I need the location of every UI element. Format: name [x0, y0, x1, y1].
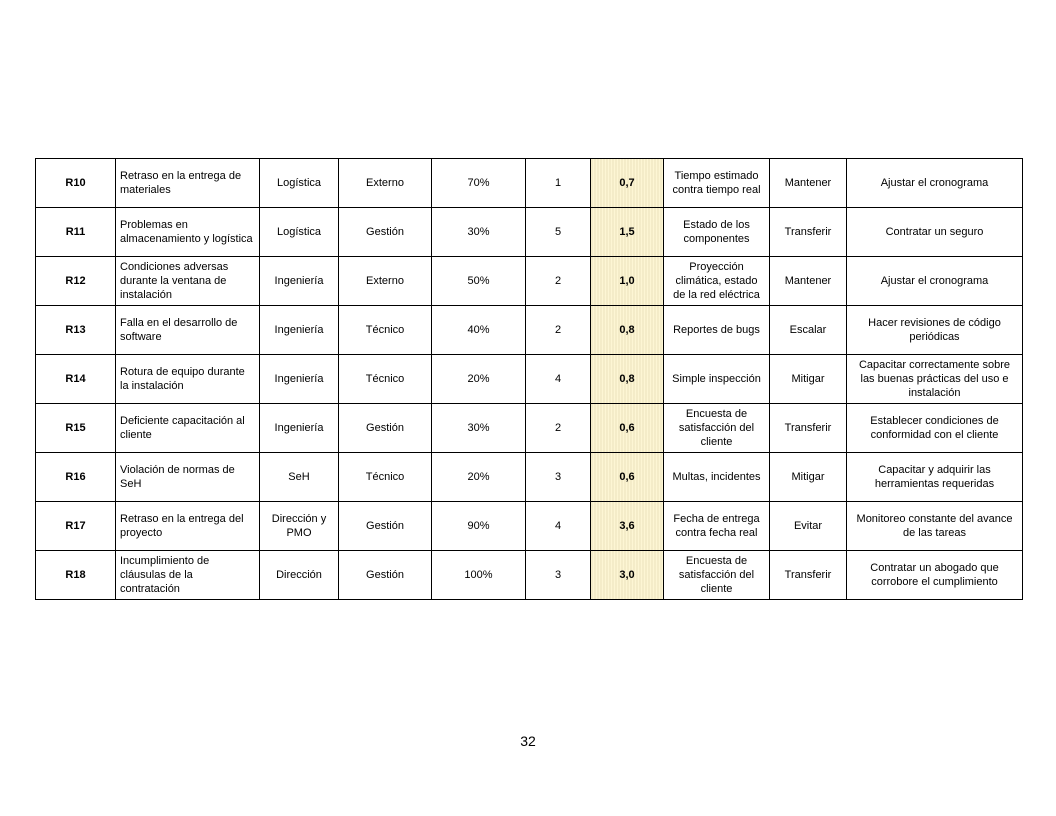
indicator-cell: Multas, incidentes: [664, 453, 770, 502]
table-row: [36, 306, 1023, 355]
risk-description-cell: Problemas en almacenamiento y logística: [116, 208, 260, 257]
risk-score-cell: 3,6: [591, 502, 664, 551]
risk-description-cell: Retraso en la entrega del proyecto: [116, 502, 260, 551]
risk-description-cell: Violación de normas de SeH: [116, 453, 260, 502]
category-cell: Gestión: [339, 551, 432, 600]
indicator-cell: Encuesta de satisfacción del cliente: [664, 404, 770, 453]
risk-score-cell: 3,0: [591, 551, 664, 600]
probability-cell: 40%: [432, 306, 526, 355]
risk-description-cell: Falla en el desarrollo de software: [116, 306, 260, 355]
risk-id-cell: R14: [36, 355, 116, 404]
table-row: [36, 404, 1023, 453]
action-cell: Capacitar correctamente sobre las buenas prácticas del uso e instalación: [847, 355, 1023, 404]
strategy-cell: Transferir: [770, 551, 847, 600]
impact-cell: 4: [526, 502, 591, 551]
impact-cell: 1: [526, 159, 591, 208]
impact-cell: 2: [526, 257, 591, 306]
probability-cell: 90%: [432, 502, 526, 551]
strategy-cell: Escalar: [770, 306, 847, 355]
strategy-cell: Evitar: [770, 502, 847, 551]
action-cell: Contratar un seguro: [847, 208, 1023, 257]
indicator-cell: Encuesta de satisfacción del cliente: [664, 551, 770, 600]
area-cell: Ingeniería: [260, 355, 339, 404]
category-cell: Técnico: [339, 453, 432, 502]
risk-score-cell: 0,6: [591, 404, 664, 453]
impact-cell: 3: [526, 551, 591, 600]
risk-description-cell: Incumplimiento de cláusulas de la contratación: [116, 551, 260, 600]
area-cell: Dirección: [260, 551, 339, 600]
action-cell: Ajustar el cronograma: [847, 257, 1023, 306]
probability-cell: 20%: [432, 355, 526, 404]
area-cell: Ingeniería: [260, 257, 339, 306]
risk-id-cell: R13: [36, 306, 116, 355]
probability-cell: 30%: [432, 208, 526, 257]
action-cell: Ajustar el cronograma: [847, 159, 1023, 208]
indicator-cell: Fecha de entrega contra fecha real: [664, 502, 770, 551]
category-cell: Externo: [339, 159, 432, 208]
action-cell: Establecer condiciones de conformidad con el cliente: [847, 404, 1023, 453]
page-number: 32: [520, 733, 536, 749]
indicator-cell: Estado de los componentes: [664, 208, 770, 257]
category-cell: Técnico: [339, 355, 432, 404]
risk-score-cell: 0,8: [591, 355, 664, 404]
area-cell: Ingeniería: [260, 404, 339, 453]
area-cell: Logística: [260, 159, 339, 208]
category-cell: Gestión: [339, 208, 432, 257]
risk-score-cell: 0,7: [591, 159, 664, 208]
indicator-cell: Simple inspección: [664, 355, 770, 404]
action-cell: Capacitar y adquirir las herramientas requeridas: [847, 453, 1023, 502]
impact-cell: 5: [526, 208, 591, 257]
category-cell: Gestión: [339, 404, 432, 453]
strategy-cell: Mitigar: [770, 355, 847, 404]
table-row: [36, 257, 1023, 306]
table-row: [36, 208, 1023, 257]
risk-id-cell: R16: [36, 453, 116, 502]
risk-score-cell: 1,0: [591, 257, 664, 306]
strategy-cell: Transferir: [770, 404, 847, 453]
indicator-cell: Proyección climática, estado de la red eléctrica: [664, 257, 770, 306]
probability-cell: 50%: [432, 257, 526, 306]
risk-score-cell: 1,5: [591, 208, 664, 257]
area-cell: SeH: [260, 453, 339, 502]
indicator-cell: Reportes de bugs: [664, 306, 770, 355]
impact-cell: 2: [526, 404, 591, 453]
table-row: [36, 502, 1023, 551]
table-row: [36, 159, 1023, 208]
category-cell: Gestión: [339, 502, 432, 551]
action-cell: Contratar un abogado que corrobore el cumplimiento: [847, 551, 1023, 600]
risk-id-cell: R15: [36, 404, 116, 453]
risk-description-cell: Condiciones adversas durante la ventana de instalación: [116, 257, 260, 306]
risk-score-cell: 0,8: [591, 306, 664, 355]
probability-cell: 20%: [432, 453, 526, 502]
area-cell: Ingeniería: [260, 306, 339, 355]
action-cell: Hacer revisiones de código periódicas: [847, 306, 1023, 355]
impact-cell: 2: [526, 306, 591, 355]
category-cell: Externo: [339, 257, 432, 306]
action-cell: Monitoreo constante del avance de las tareas: [847, 502, 1023, 551]
table-row: [36, 453, 1023, 502]
strategy-cell: Mantener: [770, 257, 847, 306]
impact-cell: 3: [526, 453, 591, 502]
risk-score-cell: 0,6: [591, 453, 664, 502]
impact-cell: 4: [526, 355, 591, 404]
risk-id-cell: R17: [36, 502, 116, 551]
category-cell: Técnico: [339, 306, 432, 355]
probability-cell: 70%: [432, 159, 526, 208]
area-cell: Logística: [260, 208, 339, 257]
area-cell: Dirección y PMO: [260, 502, 339, 551]
risk-description-cell: Rotura de equipo durante la instalación: [116, 355, 260, 404]
risk-description-cell: Deficiente capacitación al cliente: [116, 404, 260, 453]
table-row: [36, 355, 1023, 404]
probability-cell: 100%: [432, 551, 526, 600]
strategy-cell: Transferir: [770, 208, 847, 257]
risk-id-cell: R18: [36, 551, 116, 600]
risk-description-cell: Retraso en la entrega de materiales: [116, 159, 260, 208]
risk-id-cell: R11: [36, 208, 116, 257]
probability-cell: 30%: [432, 404, 526, 453]
strategy-cell: Mitigar: [770, 453, 847, 502]
table-row: [36, 551, 1023, 600]
strategy-cell: Mantener: [770, 159, 847, 208]
risk-table-body: [36, 159, 1023, 600]
indicator-cell: Tiempo estimado contra tiempo real: [664, 159, 770, 208]
risk-table: [35, 158, 1023, 600]
risk-id-cell: R10: [36, 159, 116, 208]
risk-id-cell: R12: [36, 257, 116, 306]
